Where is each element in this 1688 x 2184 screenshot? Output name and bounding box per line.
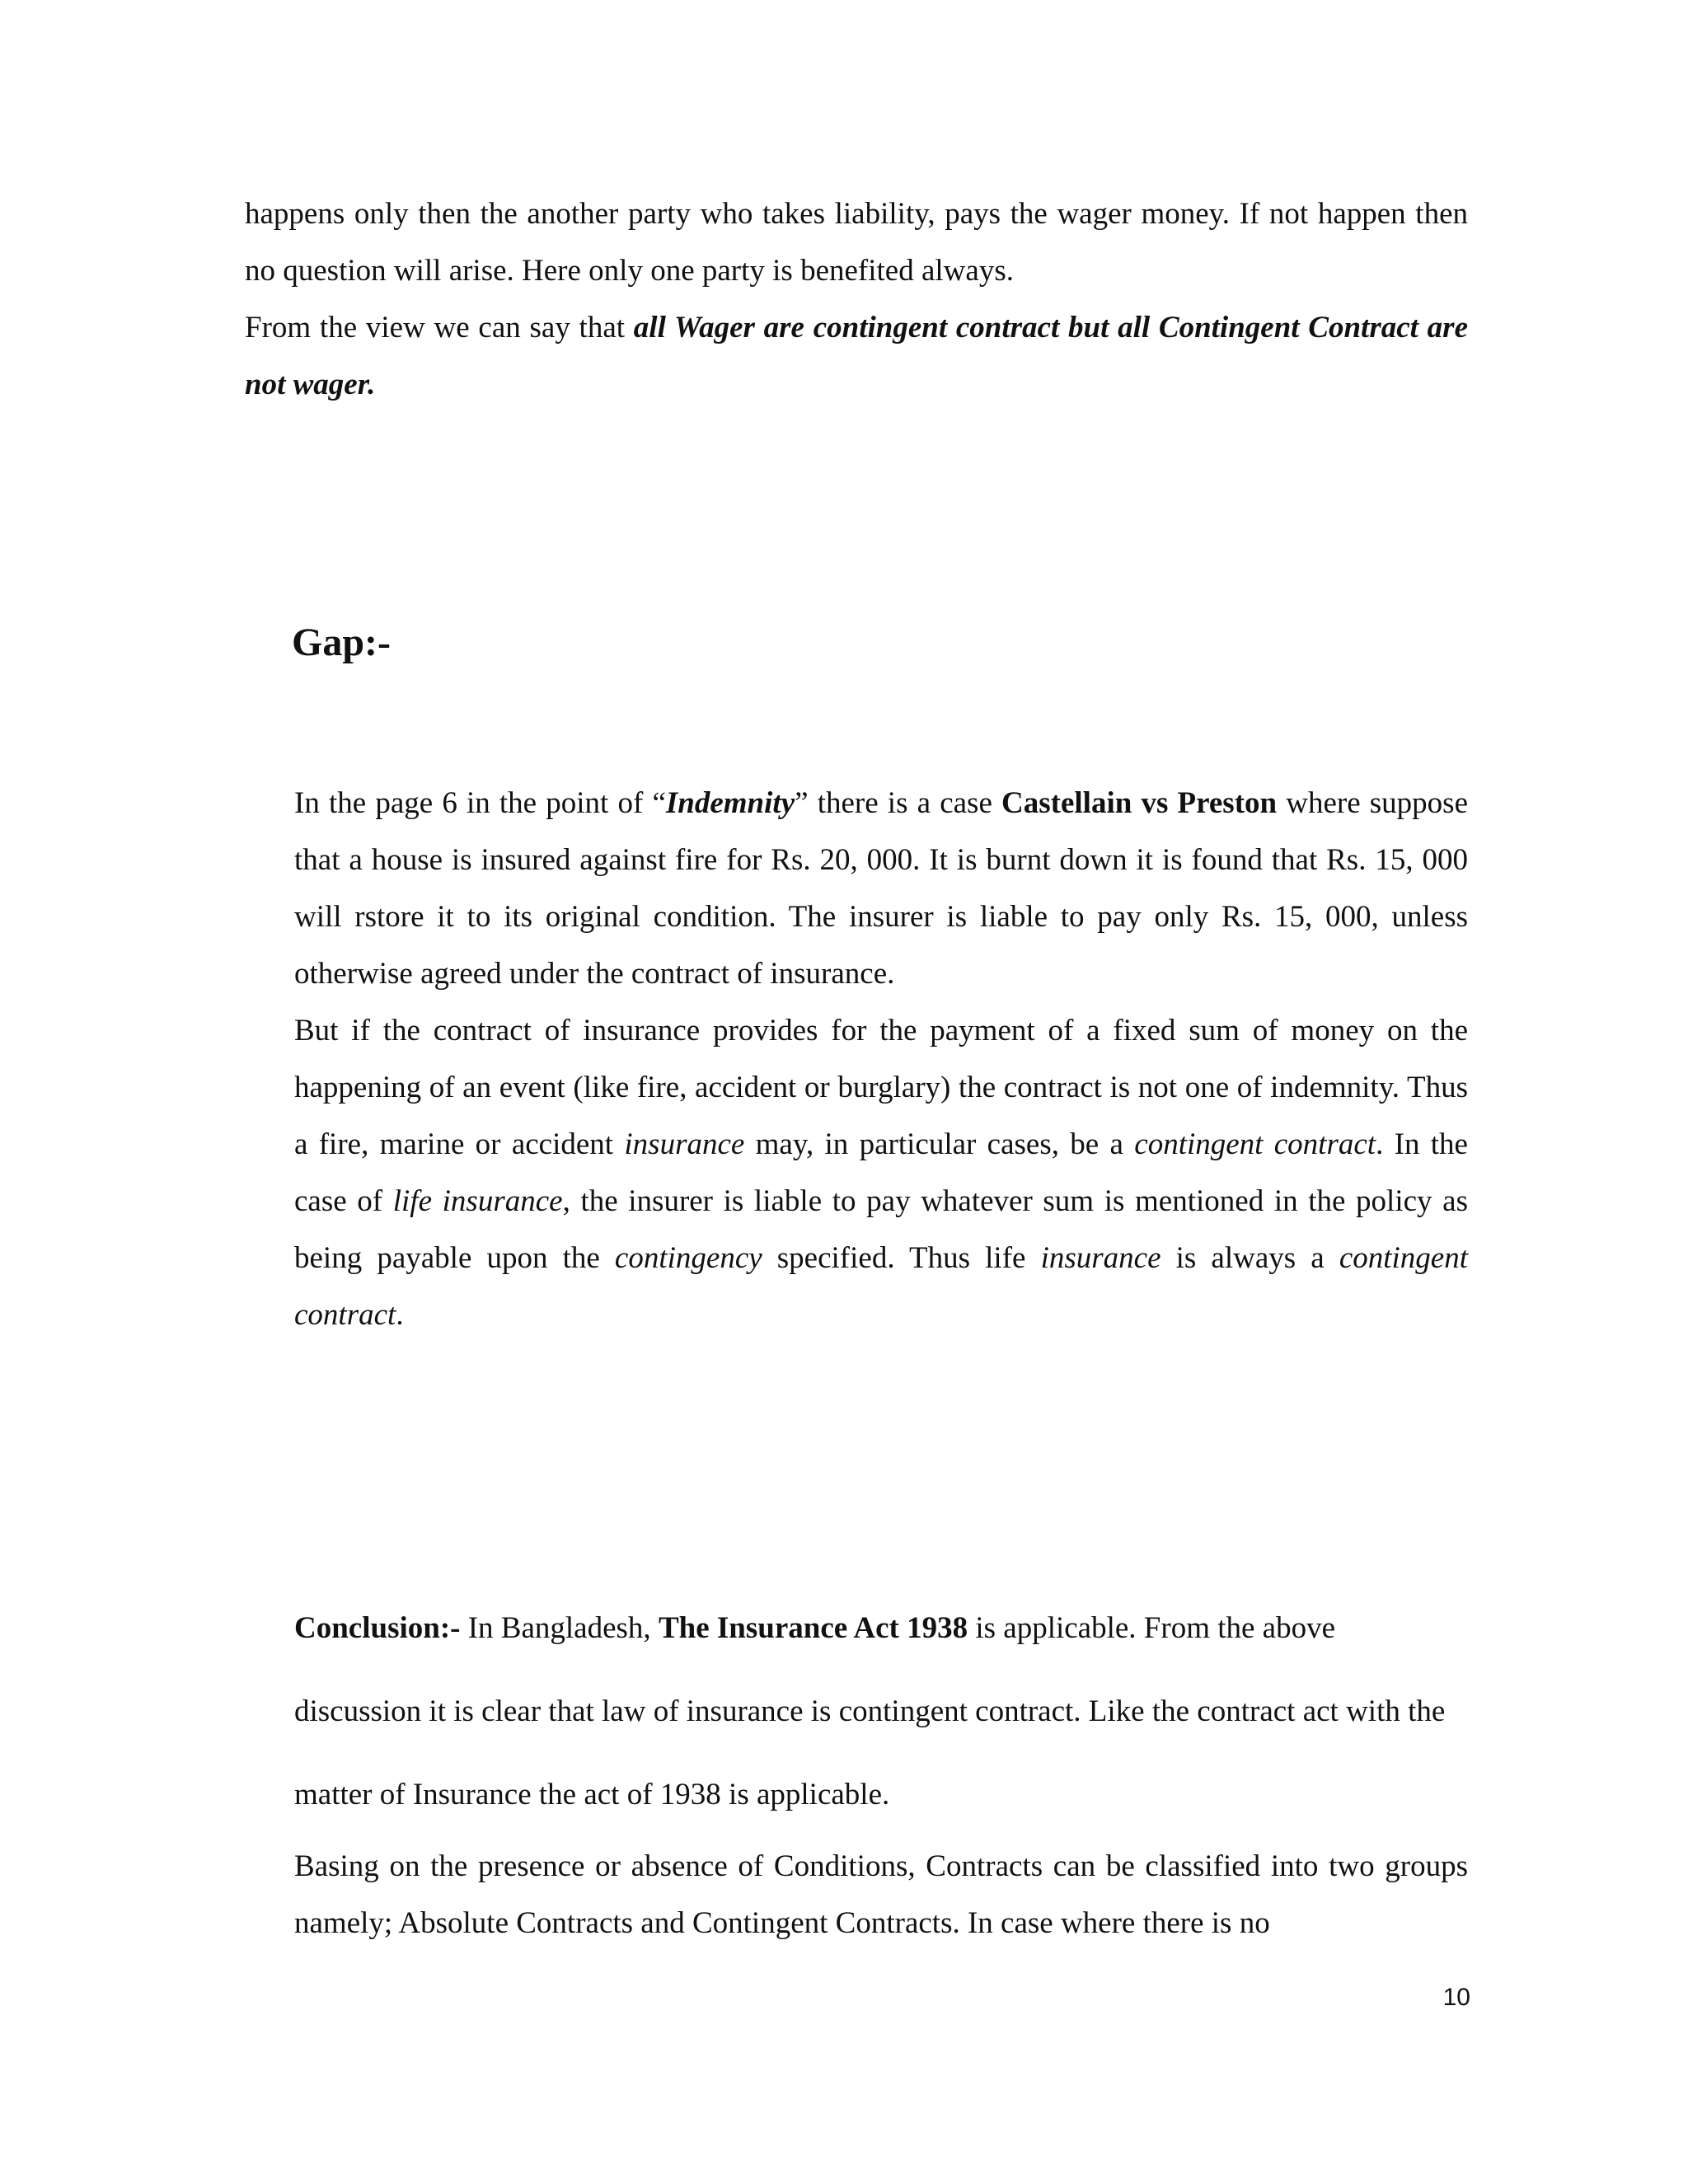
gap-section bbox=[294, 775, 1468, 1343]
intro-paragraphs bbox=[245, 185, 1468, 413]
wager-text: happens only then the another party who takes liability, pays the wager money. If not happen then no question will arise. Here only one party is benefited always. bbox=[245, 197, 1468, 288]
contingent-text-f: is always a bbox=[1160, 1241, 1339, 1275]
contingent-contract-term-2: contingent contract bbox=[294, 1241, 1468, 1332]
indemnity-text-c: where suppose that a house is insured against fire for Rs. 20, 000. It is burnt down it is found that Rs. 15, 000 will rstore it to its original condition. The insurer is liable to pay only Rs. 15, 000, unless otherwise agreed under the contract of insurance. bbox=[294, 786, 1469, 991]
indemnity-term: Indemnity bbox=[665, 786, 795, 820]
contingent-text-a: But if the contract of insurance provides for the payment of a fixed sum of money on the happening of an event (like fire, accident or burglary) the contract is not one of indemnity. Thus a fire, marine or accident bbox=[294, 1014, 1468, 1161]
indemnity-text-a: In the page 6 in the point of “ bbox=[294, 786, 666, 820]
wager-paragraph bbox=[245, 185, 1468, 299]
contingent-paragraph bbox=[294, 1002, 1468, 1343]
gap-heading: Gap:- bbox=[292, 621, 391, 664]
contingent-text-b: may, in particular cases, be a bbox=[744, 1127, 1135, 1161]
indemnity-paragraph bbox=[294, 775, 1468, 1002]
view-lead-text: From the view we can say that bbox=[245, 311, 634, 344]
page-number: 10 bbox=[1442, 1984, 1470, 2011]
conclusion-section bbox=[294, 1586, 1468, 1836]
insurance-act-name: The Insurance Act 1938 bbox=[658, 1611, 968, 1645]
life-insurance-term: life insurance bbox=[392, 1184, 563, 1218]
conclusion-paragraph bbox=[294, 1586, 1468, 1836]
classification-section bbox=[294, 1838, 1468, 1952]
view-emphasis-text: all Wager are contingent contract but all Contingent Contract are not wager. bbox=[245, 311, 1469, 401]
insurance-term-1: insurance bbox=[624, 1127, 745, 1161]
insurance-term-2: insurance bbox=[1040, 1241, 1161, 1275]
contingent-text-e: specified. Thus life bbox=[762, 1241, 1041, 1275]
view-paragraph bbox=[245, 299, 1468, 413]
indemnity-text-b: ” there is a case bbox=[795, 786, 1002, 820]
contingency-term: contingency bbox=[614, 1241, 762, 1275]
conclusion-text-b: is applicable. From the above discussion it is clear that law of insurance is contingent contract. Like the contract act with the matter of Insurance the act of 1938 is applicable. bbox=[294, 1611, 1446, 1811]
contingent-text-d: , the insurer is liable to pay whatever sum is mentioned in the policy as being payable upon the bbox=[294, 1184, 1468, 1275]
conclusion-label: Conclusion:- bbox=[294, 1611, 461, 1645]
contingent-text-c: . In the case of bbox=[294, 1127, 1468, 1218]
case-name: Castellain vs Preston bbox=[1001, 786, 1278, 820]
contingent-text-g: . bbox=[396, 1298, 404, 1332]
contingent-contract-term-1: contingent contract bbox=[1134, 1127, 1376, 1161]
conclusion-text-a: In Bangladesh, bbox=[460, 1611, 659, 1645]
classification-paragraph: Basing on the presence or absence of Conditions, Contracts can be classified into two groups namely; Absolute Contracts and Contingent Contracts. In case where there is no bbox=[294, 1849, 1468, 1940]
